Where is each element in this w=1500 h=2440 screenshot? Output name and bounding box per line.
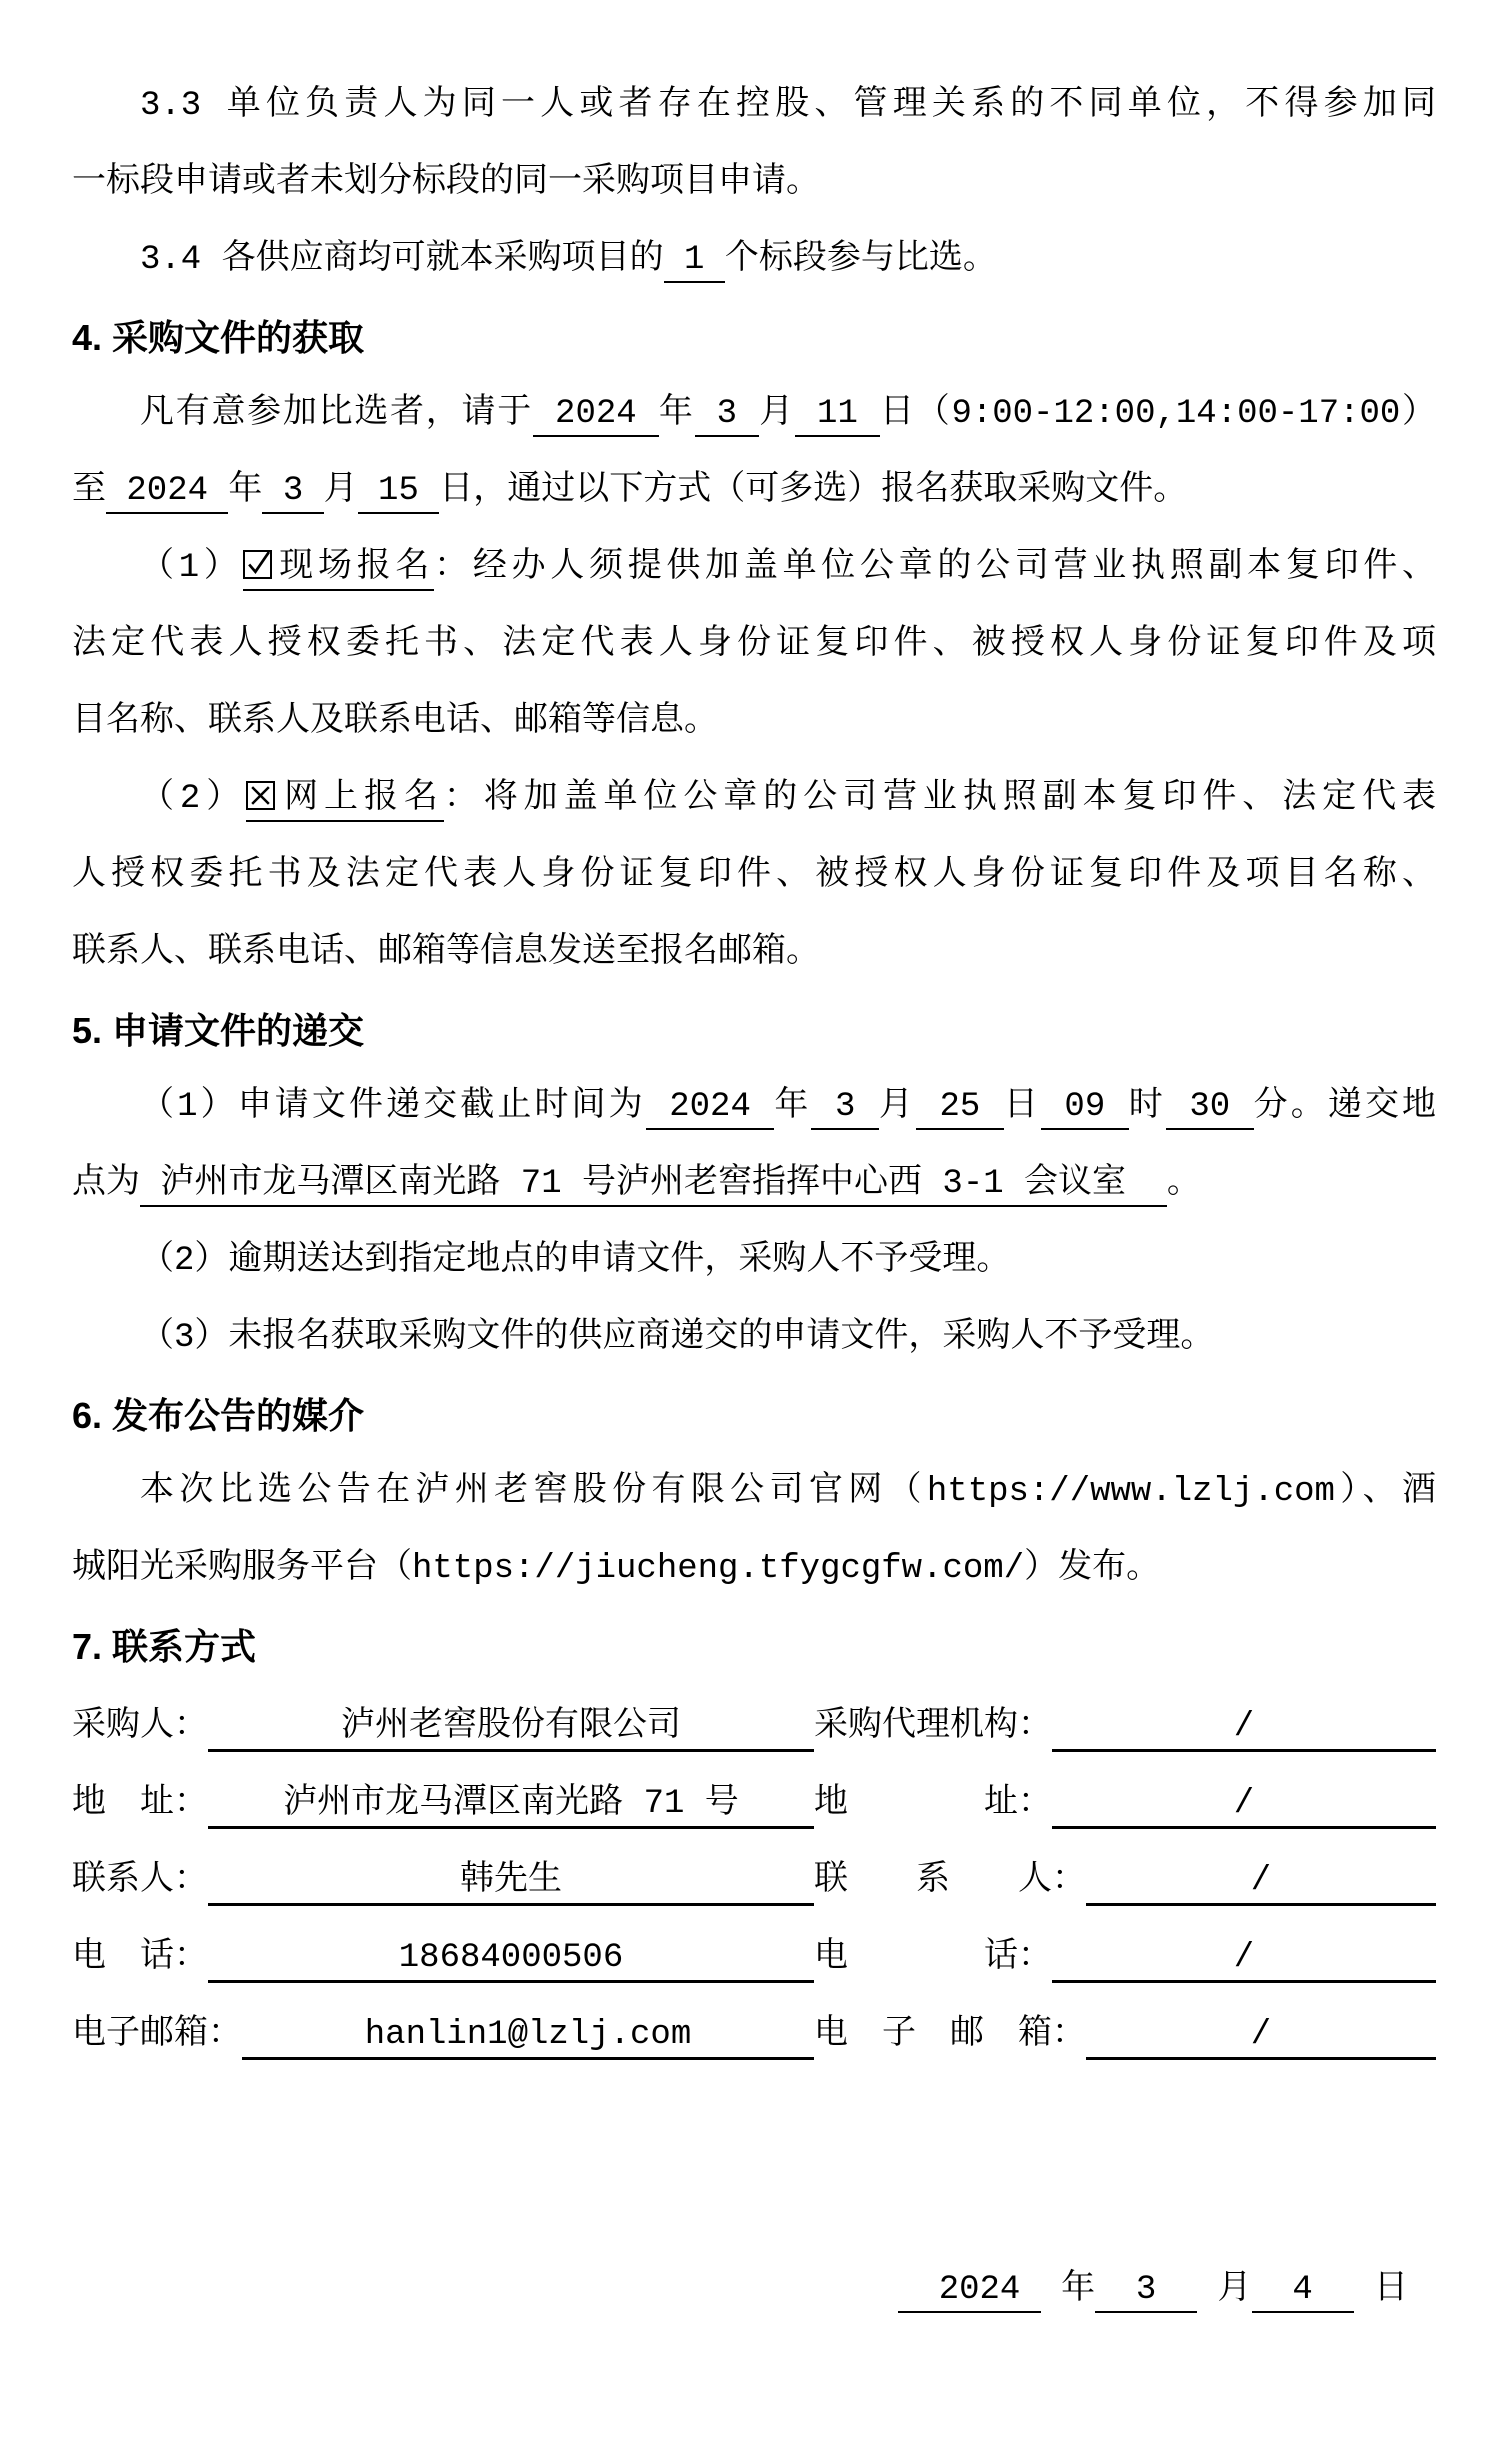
filled-blank: 30 — [1166, 1088, 1254, 1130]
text-run: 年 — [658, 395, 695, 433]
contact-blank-value: / — [1052, 1785, 1436, 1829]
document-line — [72, 222, 1436, 299]
checked-checkbox-icon — [243, 550, 272, 579]
text-run: 月 — [759, 395, 795, 433]
text-run: 7. 联系方式 — [72, 1626, 257, 1667]
filled-blank: 2024 — [646, 1088, 775, 1130]
document-line — [72, 1146, 1436, 1223]
section-heading — [72, 299, 1436, 376]
contact-row — [72, 1762, 1436, 1839]
filled-blank: 15 — [358, 472, 440, 514]
contact-label: 电子邮箱： — [72, 2015, 242, 2054]
filled-blank: 2024 — [898, 2271, 1041, 2313]
text-run: 日 — [1003, 1088, 1041, 1126]
contact-left-cell — [72, 2004, 814, 2060]
contact-label: 地 址： — [814, 1784, 1052, 1823]
contact-row — [72, 1839, 1436, 1916]
filled-blank: 泸州市龙马潭区南光路 71 号泸州老窖指挥中心西 3-1 会议室 — [140, 1165, 1167, 1207]
document-line — [72, 1531, 1436, 1608]
text-run: 月 — [1197, 2271, 1252, 2309]
document-line — [72, 838, 1436, 915]
text-run: 至 — [72, 472, 106, 510]
contact-label: 联 系 人： — [814, 1861, 1086, 1900]
contact-label: 联系人： — [72, 1861, 208, 1900]
text-run: （1）申请文件递交截止时间为 — [140, 1088, 646, 1126]
text-run: 个标段参与比选。 — [724, 241, 997, 279]
text-run: 3.4 各供应商均可就本采购项目的 — [140, 241, 664, 279]
contact-right-cell — [814, 1850, 1436, 1906]
contact-right-cell — [814, 2004, 1436, 2060]
contact-table — [72, 1685, 1436, 2070]
contact-value: hanlin1@lzlj.com — [242, 2016, 814, 2060]
filled-blank: 2024 — [533, 395, 659, 437]
filled-blank: 3 — [811, 1088, 878, 1130]
contact-blank-value: / — [1052, 1939, 1436, 1983]
filled-blank: 25 — [916, 1088, 1004, 1130]
text-run: 分。递交地 — [1253, 1088, 1437, 1126]
text-run: 一标段申请或者未划分标段的同一采购项目申请。 — [72, 164, 820, 202]
text-run: 月 — [323, 472, 358, 510]
document-body — [72, 68, 1436, 1685]
contact-blank-value: / — [1086, 2016, 1436, 2060]
text-run: 6. 发布公告的媒介 — [72, 1395, 365, 1436]
document-line — [72, 684, 1436, 761]
contact-left-cell — [72, 1850, 814, 1906]
document-line — [72, 915, 1436, 992]
section-heading — [72, 1377, 1436, 1454]
contact-row — [72, 1916, 1436, 1993]
text-run: 3.3 单位负责人为同一人或者存在控股、管理关系的不同单位，不得参加同 — [140, 87, 1436, 125]
contact-left-cell — [72, 1773, 814, 1829]
contact-row — [72, 1993, 1436, 2070]
filled-blank: 09 — [1041, 1088, 1129, 1130]
contact-value: 泸州老窖股份有限公司 — [208, 1696, 814, 1752]
text-run: 点为 — [72, 1165, 140, 1203]
document-line — [72, 453, 1436, 530]
contact-row — [72, 1685, 1436, 1762]
contact-left-cell — [72, 1927, 814, 1983]
document-line — [72, 376, 1436, 453]
text-run: ：将加盖单位公章的公司营业执照副本复印件、法定代表 — [443, 780, 1437, 818]
contact-label: 采购人： — [72, 1707, 208, 1746]
contact-value: 18684000506 — [208, 1939, 814, 1983]
document-line — [72, 607, 1436, 684]
filled-blank: 2024 — [106, 472, 228, 514]
filled-blank: 3 — [695, 395, 760, 437]
filled-blank: 11 — [795, 395, 880, 437]
text-run: 日 — [1353, 2271, 1408, 2309]
contact-right-cell — [814, 1927, 1436, 1983]
filled-blank: 4 — [1252, 2271, 1354, 2313]
text-run: （2）逾期送达到指定地点的申请文件，采购人不予受理。 — [140, 1242, 1011, 1280]
contact-blank-value: / — [1086, 1862, 1436, 1906]
contact-label: 采购代理机构： — [814, 1707, 1052, 1746]
text-run: 人授权委托书及法定代表人身份证复印件、被授权人身份证复印件及项目名称、 — [72, 857, 1436, 895]
contact-right-cell — [814, 1696, 1436, 1752]
text-run: 。 — [1166, 1165, 1201, 1203]
text-run: ：经办人须提供加盖单位公章的公司营业执照副本复印件、 — [434, 549, 1437, 587]
contact-label: 电 话： — [814, 1938, 1052, 1977]
date-line — [72, 2252, 1436, 2329]
text-run: 日，通过以下方式（可多选）报名获取采购文件。 — [439, 472, 1188, 510]
text-run: 日（9:00-12:00,14:00-17:00） — [880, 395, 1437, 433]
text-run: 年 — [1040, 2271, 1096, 2309]
document-footer — [72, 2252, 1436, 2329]
contact-value: 泸州市龙马潭区南光路 71 号 — [208, 1773, 814, 1829]
filled-blank: 1 — [664, 241, 725, 283]
text-run: 目名称、联系人及联系电话、邮箱等信息。 — [72, 703, 718, 741]
contact-blank-value: / — [1052, 1708, 1436, 1752]
text-run: 城阳光采购服务平台（https://jiucheng.tfygcgfw.com/）发布。 — [72, 1550, 1161, 1588]
filled-blank: 3 — [1095, 2271, 1197, 2313]
document-line — [72, 1069, 1436, 1146]
text-run: 法定代表人授权委托书、法定代表人身份证复印件、被授权人身份证复印件及项 — [72, 626, 1436, 664]
contact-right-cell — [814, 1773, 1436, 1829]
text-run: （1） — [140, 549, 243, 587]
text-run: 月 — [878, 1088, 916, 1126]
document-line — [72, 530, 1436, 607]
section-heading — [72, 1608, 1436, 1685]
text-run: 凡有意参加比选者，请于 — [140, 395, 533, 433]
text-run: 年 — [774, 1088, 812, 1126]
text-run: 本次比选公告在泸州老窖股份有限公司官网（https://www.lzlj.com）、酒 — [140, 1473, 1436, 1511]
text-run: 4. 采购文件的获取 — [72, 317, 365, 358]
text-run: 年 — [228, 472, 263, 510]
document-line — [72, 761, 1436, 838]
x-checkbox-icon — [246, 781, 275, 810]
contact-label: 地 址： — [72, 1784, 208, 1823]
contact-left-cell — [72, 1696, 814, 1752]
text-run: 联系人、联系电话、邮箱等信息发送至报名邮箱。 — [72, 934, 820, 972]
document-line — [72, 68, 1436, 145]
filled-blank: 现场报名 — [243, 549, 435, 591]
text-run: （3）未报名获取采购文件的供应商递交的申请文件，采购人不予受理。 — [140, 1319, 1215, 1357]
document-line — [72, 1223, 1436, 1300]
contact-label: 电 子 邮 箱： — [814, 2015, 1086, 2054]
document-line — [72, 1300, 1436, 1377]
filled-blank: 网上报名 — [246, 780, 444, 822]
filled-blank: 3 — [262, 472, 323, 514]
text-run: 5. 申请文件的递交 — [72, 1010, 365, 1051]
document-line — [72, 145, 1436, 222]
text-run: （2） — [140, 780, 247, 818]
contact-label: 电 话： — [72, 1938, 208, 1977]
section-heading — [72, 992, 1436, 1069]
document-line — [72, 1454, 1436, 1531]
contact-value: 韩先生 — [208, 1850, 814, 1906]
text-run: 时 — [1128, 1088, 1166, 1126]
